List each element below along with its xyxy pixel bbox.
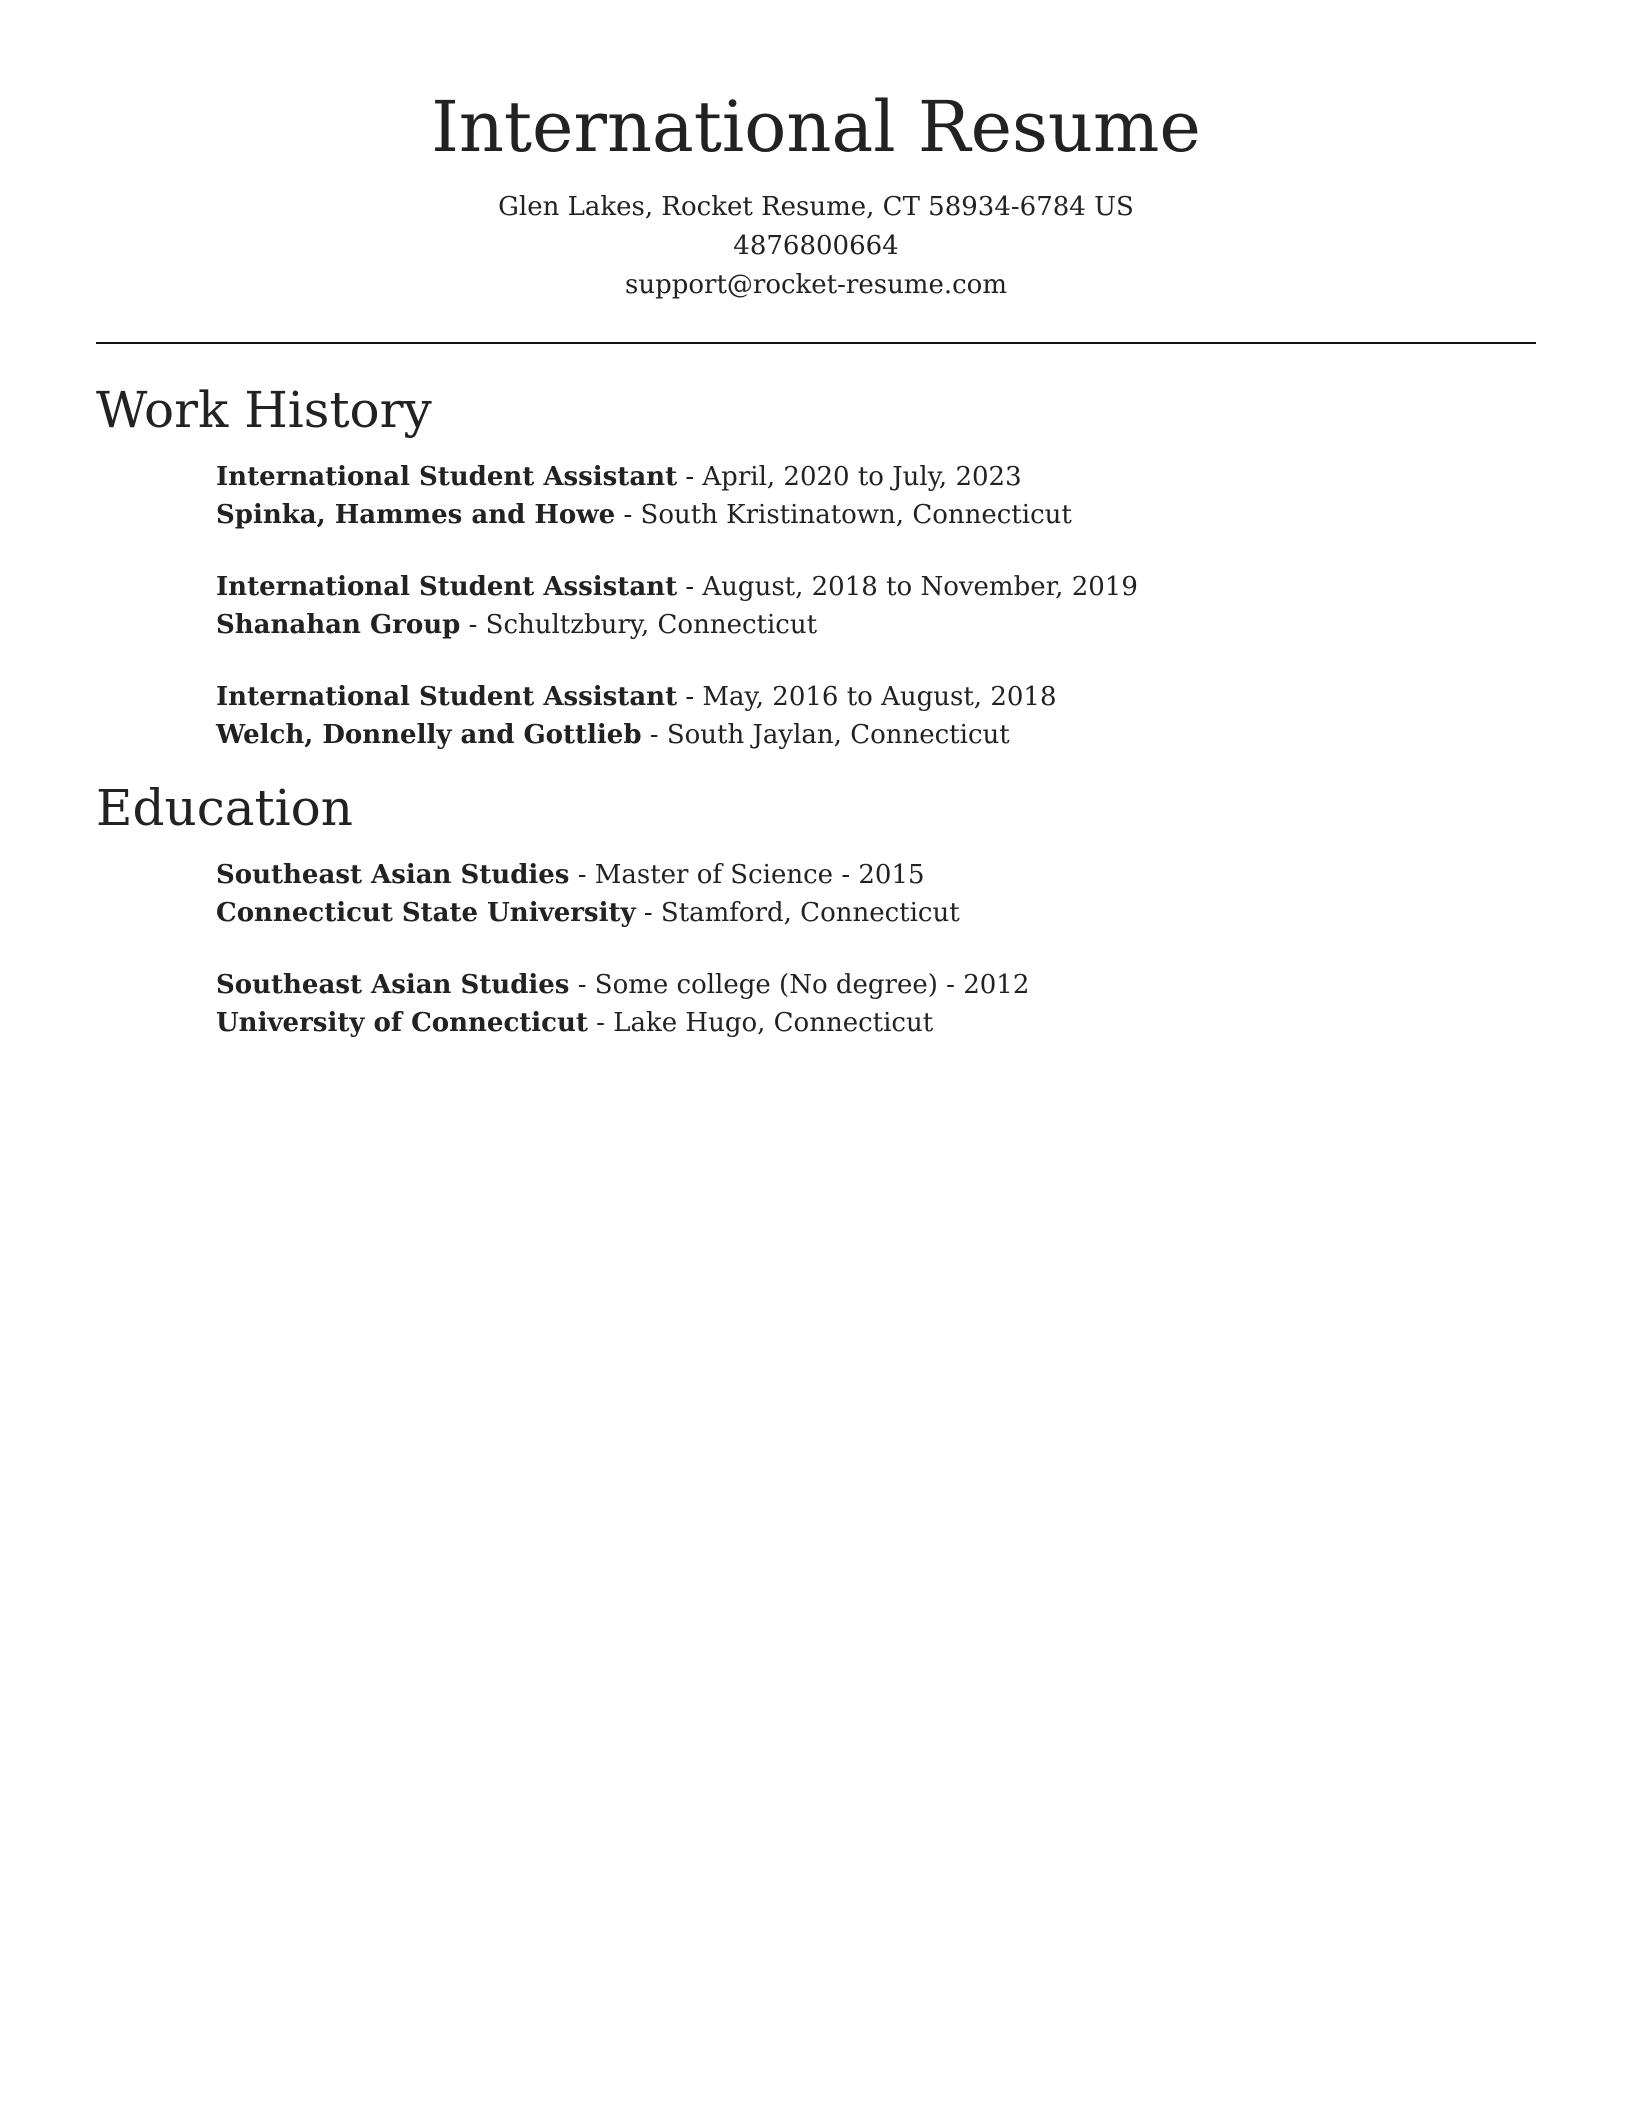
work-entry-role: International Student Assistant	[216, 572, 678, 602]
work-entry-company: Shanahan Group	[216, 610, 461, 640]
work-entry-role: International Student Assistant	[216, 462, 678, 492]
work-entry-role-line	[216, 678, 1516, 716]
header-divider	[96, 342, 1536, 344]
contact-address: Glen Lakes, Rocket Resume, CT 58934-6784 US	[498, 192, 1134, 222]
work-entry-dates: - May, 2016 to August, 2018	[677, 682, 1057, 712]
work-entry-dates: - April, 2020 to July, 2023	[677, 462, 1022, 492]
work-history-title: Work History	[96, 381, 432, 439]
education-entry-school-line	[216, 894, 1516, 932]
work-entry	[216, 568, 1516, 644]
work-entry-location: - South Jaylan, Connecticut	[641, 720, 1010, 750]
work-entry-company-line	[216, 496, 1516, 534]
work-entry-company-line	[216, 716, 1516, 754]
education-entry-degree: - Some college (No degree) - 2012	[569, 970, 1030, 1000]
work-entry	[216, 678, 1516, 754]
education-entry-school: Connecticut State University	[216, 898, 636, 928]
education-entry-degree-line	[216, 966, 1516, 1004]
resume-header	[0, 82, 1632, 305]
work-entry-location: - South Kristinatown, Connecticut	[615, 500, 1072, 530]
education-title: Education	[96, 779, 353, 837]
education-entry	[216, 966, 1516, 1042]
education-entry-degree: - Master of Science - 2015	[569, 860, 925, 890]
work-entry-company: Spinka, Hammes and Howe	[216, 500, 616, 530]
work-entry-location: - Schultzbury, Connecticut	[460, 610, 818, 640]
resume-title: International Resume	[431, 86, 1201, 168]
education-entry	[216, 856, 1516, 932]
work-entry-role-line	[216, 458, 1516, 496]
contact-phone: 4876800664	[733, 231, 899, 261]
education-entry-school: University of Connecticut	[216, 1008, 588, 1038]
work-entry-role: International Student Assistant	[216, 682, 678, 712]
work-history-list	[216, 458, 1516, 788]
work-entry-company: Welch, Donnelly and Gottlieb	[216, 720, 642, 750]
education-entry-field: Southeast Asian Studies	[216, 970, 570, 1000]
work-entry-dates: - August, 2018 to November, 2019	[677, 572, 1138, 602]
education-list	[216, 856, 1516, 1076]
education-entry-school-line	[216, 1004, 1516, 1042]
work-entry-role-line	[216, 568, 1516, 606]
education-entry-degree-line	[216, 856, 1516, 894]
education-entry-location: - Lake Hugo, Connecticut	[587, 1008, 934, 1038]
education-entry-field: Southeast Asian Studies	[216, 860, 570, 890]
work-entry-company-line	[216, 606, 1516, 644]
education-entry-location: - Stamford, Connecticut	[635, 898, 960, 928]
work-entry	[216, 458, 1516, 534]
contact-email: support@rocket-resume.com	[624, 270, 1007, 300]
